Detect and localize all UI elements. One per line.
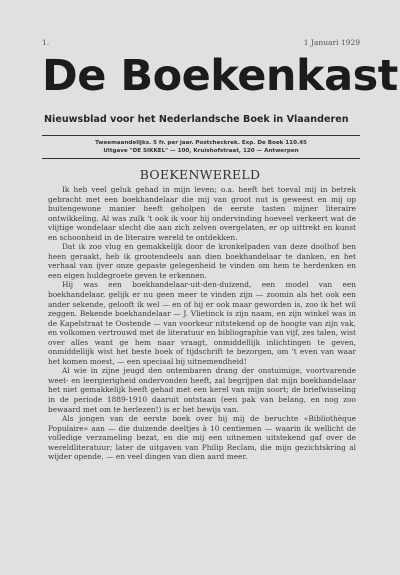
bottom-divider: [42, 158, 360, 159]
article-paragraph: Als jongen van de eerste boek over bij mij de beruchte «Bibliothèque Populaire» aan — die duizende deeltjes à 10 centiemen — waarin ik wellicht de volledige verzameling bezat, en die mij een uitnemen uitstekend gaf over de wereldliteratuur; later de uitgaven van Philip Reclam, die mijn gezichtskring al wijder opende, — en veel dingen van dien aard meer.: [48, 414, 356, 462]
publisher-info: Uitgave "DE SIKKEL" — 100, Kruishofstraat, 120 — Antwerpen: [103, 148, 299, 154]
article-heading: BOEKENWERELD: [139, 167, 261, 182]
article-paragraph: Dat ik zoo vlug en gemakkelijk door de kronkelpaden van deze doolhof ben heen geraakt, heb ik grootendeels aan dien boekhandelaar te danken, en het verhaal van ijver onze gepaste gelegenheid te vinden om hem te herdenken en een eigen huldegroete geven te erkennen.: [48, 242, 356, 280]
article-body: [48, 185, 356, 462]
masthead-title: De Boekenkast: [42, 51, 398, 101]
article-paragraph: Hij was een boekhandelaar-uit-den-duizend, een model van een boekhandelaar, gelijk er nu geen meer te vinden zijn — zoomin als het ook een ander sekende, gelooft ik wel — en of hij er ook maar geworden is, zoo ik het wil zeggen. Bekende boekhandelaar — J. Vlietinck is zijn naam, en zijn winkel was in de Kapelstraat te Oostende — van voorkeur nitstekend op de hoogte van zijn vak, en volkomen vertrouwd met de literatuur en bibliographie van vijf, zes talen, wist over alles want ge hem naar vraagt, onmiddellijk inlichtingen te geven, onmiddellijk wist het beste boek of tijdschrift te bezorgen, om 't even van waar het komen moest, — een speciaal bij uitnemendheid!: [48, 280, 356, 366]
issue-line: [42, 38, 360, 47]
top-divider: [42, 135, 360, 136]
issue-number: 1.: [42, 38, 50, 47]
subscription-info: Tweemaandelijks. 5 fr. per jaar. Postcheckrek. Exp. De Boek 110.45: [95, 140, 307, 146]
article-paragraph: Al wie in zijne jeugd den ontembaren drang der onstuimige, voortvarende weet- en leergierigheid ondervonden heeft, zal begrijpen dat mijn boekhandelaar het niet gemakkelijk heeft gehad met een kerel van mijn soort; de briefwisseling in de periode 1889-1910 daaruit ontstaan (een pak van belang, en nog zoo bewaard met om te herlezen!) is er het bewijs van.: [48, 366, 356, 414]
masthead-subtitle: Nieuwsblad voor het Nederlandsche Boek in Vlaanderen: [44, 114, 349, 125]
article-paragraph: Ik heb veel geluk gehad in mijn leven; o.a. heeft het toeval mij in betrek gebracht met een boekhandelaar die mij van groot nut is geweest en mij op buitengewone manier heeft geholpen de eerste tasten mijner literaire ontwikkeling. Al was zulk 't ook ik voor hij ondervinding hoeveel verkeert wat de vlijtige wondelaar slecht die aan zich zelven overgelaten, er op uittrekt en kunst en schoonheid in de literaire wereld te ontdekken.: [48, 185, 356, 242]
issue-date: 1 Januari 1929: [303, 38, 360, 47]
